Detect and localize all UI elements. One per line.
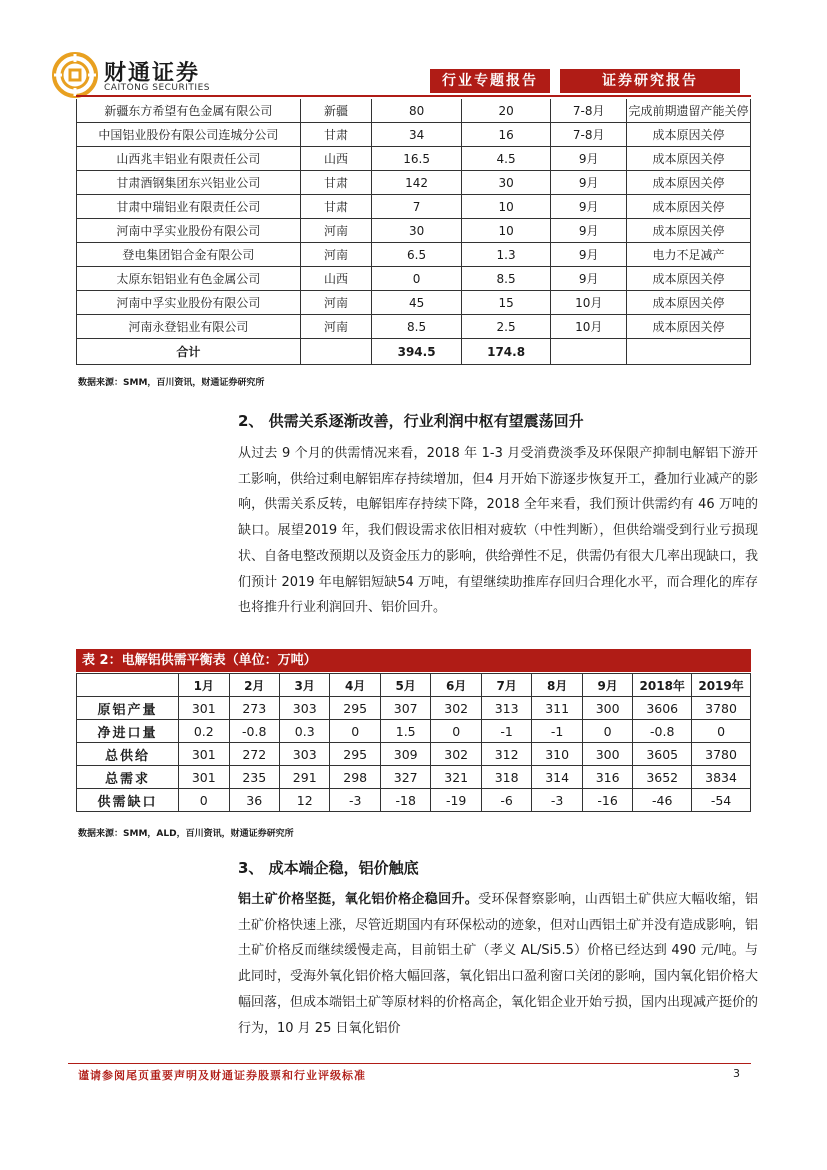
table-row: [77, 766, 751, 789]
table-cell: 新疆东方希望有色金属有限公司: [77, 99, 301, 123]
row-header: 总供给: [77, 743, 179, 766]
table-cell: 3606: [633, 697, 692, 720]
table-cell: 成本原因关停: [627, 219, 751, 243]
table-cell: 1.5: [380, 720, 430, 743]
section3-lead: 铝土矿价格坚挺，氧化铝价格企稳回升。: [238, 892, 479, 907]
table-cell: 321: [431, 766, 481, 789]
table-row: [77, 219, 751, 243]
caitong-logo-icon: [52, 52, 98, 98]
table-cell: 甘肃: [300, 195, 372, 219]
table-cell: 河南中孚实业股份有限公司: [77, 219, 301, 243]
footer-divider: [68, 1063, 751, 1064]
table-cell: 303: [279, 743, 329, 766]
column-header: 5月: [380, 674, 430, 697]
table-cell: 8.5: [372, 315, 462, 339]
table-cell: 15: [461, 291, 551, 315]
table-cell: 河南永登铝业有限公司: [77, 315, 301, 339]
table-row: [77, 789, 751, 812]
table-row: [77, 743, 751, 766]
brand-name-en: CAITONG SECURITIES: [104, 83, 210, 93]
report-category-tab: 证券研究报告: [560, 69, 740, 93]
table-cell: -18: [380, 789, 430, 812]
table-cell: 313: [481, 697, 531, 720]
table-cell: -1: [481, 720, 531, 743]
section2-paragraph: 从过去 9 个月的供需情况来看，2018 年 1-3 月受消费淡季及环保限产抑制电解铝下游开工影响，供给过剩电解铝库存持续增加，但4 月开始下游逐步恢复开工，叠加行业减产的影响，供需关系反转，电解铝库存持续下降，2018 全年来看，我们预计供需约有 46 万吨的缺口。展望2019 年，我们假设需求依旧相对疲软（中性判断），但供给端受到行业亏损现状、自备电整改预期以及资金压力的影响，供给弹性不足，供需仍有很大几率出现缺口，我们预计 2019 年电解铝短缺54 万吨，有望继续助推库存回归合理化水平，而合理化的库存也将推升行业利润回升、铝价回升。: [238, 446, 759, 616]
table-cell: -16: [582, 789, 632, 812]
column-header: [77, 674, 179, 697]
table-cell: 河南: [300, 243, 372, 267]
section3-heading: 3、 成本端企稳，铝价触底: [238, 859, 419, 877]
table-cell: 6.5: [372, 243, 462, 267]
column-header: 2月: [229, 674, 279, 697]
table-cell: 0: [330, 720, 380, 743]
row-header: 总需求: [77, 766, 179, 789]
table-cell: 310: [532, 743, 582, 766]
table2-source: 数据来源：SMM，ALD，百川资讯，财通证券研究所: [78, 829, 294, 839]
table-cell: 273: [229, 697, 279, 720]
table-cell: 3834: [692, 766, 751, 789]
table-cell: 80: [372, 99, 462, 123]
table-row: [77, 195, 751, 219]
table-row: [77, 147, 751, 171]
table-cell: 甘肃: [300, 171, 372, 195]
capacity-cut-table: [76, 99, 751, 365]
table-cell: 0: [179, 789, 229, 812]
table-cell: 300: [582, 697, 632, 720]
table-cell: 山西: [300, 267, 372, 291]
table-cell: -3: [532, 789, 582, 812]
table-cell: 0.2: [179, 720, 229, 743]
report-type-tab: 行业专题报告: [430, 69, 550, 93]
table-row: [77, 99, 751, 123]
table-cell: -54: [692, 789, 751, 812]
table-cell: 山西兆丰铝业有限责任公司: [77, 147, 301, 171]
disclaimer-note: 谨请参阅尾页重要声明及财通证券股票和行业评级标准: [78, 1069, 366, 1082]
table-cell: 12: [279, 789, 329, 812]
table-cell: 成本原因关停: [627, 315, 751, 339]
table-cell: -0.8: [633, 720, 692, 743]
table-cell: 20: [461, 99, 551, 123]
table-cell: 9月: [551, 267, 627, 291]
table-cell: 太原东铝铝业有色金属公司: [77, 267, 301, 291]
page-number: 3: [733, 1067, 740, 1080]
table-cell: 30: [461, 171, 551, 195]
table-cell: 成本原因关停: [627, 171, 751, 195]
table-cell: [300, 339, 372, 365]
table-cell: 中国铝业股份有限公司连城分公司: [77, 123, 301, 147]
table-total-row: [77, 339, 751, 365]
section3-body: 受环保督察影响，山西铝土矿供应大幅收缩，铝土矿价格快速上涨，尽管近期国内有环保松动的迹象，但对山西铝土矿并没有造成影响，铝土矿价格反而继续缓慢走高，目前铝土矿（孝义 AL/Si5.5）价格已经达到 490 元/吨。与此同时，受海外氧化铝价格大幅回落，氧化铝出口盈利窗口关闭的影响，国内氧化铝价格大幅回落，但成本端铝土矿等原材料的价格高企，氧化铝企业开始亏损，国内出现减产挺价的行为，10 月 25 日氧化铝价: [238, 892, 759, 1036]
table-cell: 成本原因关停: [627, 291, 751, 315]
table-row: [77, 697, 751, 720]
table-cell: 300: [582, 743, 632, 766]
table-cell: 9月: [551, 219, 627, 243]
table-cell: 甘肃中瑞铝业有限责任公司: [77, 195, 301, 219]
table-cell: 9月: [551, 243, 627, 267]
table-cell: 34: [372, 123, 462, 147]
table-cell: 291: [279, 766, 329, 789]
table-cell: 3780: [692, 743, 751, 766]
header-divider: [76, 95, 751, 97]
section2-heading: 2、 供需关系逐渐改善，行业利润中枢有望震荡回升: [238, 412, 584, 430]
table-row: [77, 267, 751, 291]
table-cell: 河南: [300, 219, 372, 243]
table-cell: 7-8月: [551, 123, 627, 147]
table-cell: 16.5: [372, 147, 462, 171]
table-cell: -19: [431, 789, 481, 812]
column-header: 1月: [179, 674, 229, 697]
table-cell: 成本原因关停: [627, 123, 751, 147]
table-cell: 甘肃: [300, 123, 372, 147]
table-cell: 成本原因关停: [627, 195, 751, 219]
table-cell: 10月: [551, 291, 627, 315]
table-cell: 318: [481, 766, 531, 789]
table-cell: 314: [532, 766, 582, 789]
column-header: 2018年: [633, 674, 692, 697]
supply-demand-table: [76, 673, 751, 812]
table-cell: 0: [372, 267, 462, 291]
column-header: 3月: [279, 674, 329, 697]
table-cell: 7-8月: [551, 99, 627, 123]
row-header: 供需缺口: [77, 789, 179, 812]
table-cell: 河南中孚实业股份有限公司: [77, 291, 301, 315]
table-cell: 山西: [300, 147, 372, 171]
table-cell: 311: [532, 697, 582, 720]
table-cell: 174.8: [461, 339, 551, 365]
table-cell: 登电集团铝合金有限公司: [77, 243, 301, 267]
table-row: [77, 720, 751, 743]
table-row: [77, 171, 751, 195]
table-cell: 30: [372, 219, 462, 243]
table-cell: 309: [380, 743, 430, 766]
table-cell: 0: [692, 720, 751, 743]
table-cell: -0.8: [229, 720, 279, 743]
table-cell: 10: [461, 219, 551, 243]
table-cell: 10月: [551, 315, 627, 339]
table-cell: 302: [431, 697, 481, 720]
table-cell: 142: [372, 171, 462, 195]
table-cell: 0.3: [279, 720, 329, 743]
table-cell: 河南: [300, 291, 372, 315]
table-cell: 16: [461, 123, 551, 147]
table-cell: 36: [229, 789, 279, 812]
table-cell: 9月: [551, 147, 627, 171]
table-cell: [551, 339, 627, 365]
table-row: [77, 291, 751, 315]
table-cell: 3605: [633, 743, 692, 766]
table-row: [77, 315, 751, 339]
column-header: 4月: [330, 674, 380, 697]
table-cell: 甘肃酒钢集团东兴铝业公司: [77, 171, 301, 195]
table-cell: [627, 339, 751, 365]
table-cell: 8.5: [461, 267, 551, 291]
table-header-row: [77, 674, 751, 697]
table-cell: 4.5: [461, 147, 551, 171]
table-cell: 3780: [692, 697, 751, 720]
table-cell: 303: [279, 697, 329, 720]
section3-paragraph: [238, 887, 758, 1041]
column-header: 9月: [582, 674, 632, 697]
table-cell: 成本原因关停: [627, 147, 751, 171]
table-cell: 成本原因关停: [627, 267, 751, 291]
table-cell: 7: [372, 195, 462, 219]
table-cell: 3652: [633, 766, 692, 789]
table-cell: 9月: [551, 195, 627, 219]
column-header: 8月: [532, 674, 582, 697]
table-cell: 合计: [77, 339, 301, 365]
table-cell: 1.3: [461, 243, 551, 267]
table-cell: 301: [179, 697, 229, 720]
table-row: [77, 243, 751, 267]
table-cell: 295: [330, 743, 380, 766]
table-cell: 307: [380, 697, 430, 720]
table-cell: 235: [229, 766, 279, 789]
table-cell: -6: [481, 789, 531, 812]
table-cell: 272: [229, 743, 279, 766]
table-cell: 电力不足减产: [627, 243, 751, 267]
table-cell: 316: [582, 766, 632, 789]
table-cell: 完成前期遗留产能关停: [627, 99, 751, 123]
table-cell: 295: [330, 697, 380, 720]
table-cell: 301: [179, 766, 229, 789]
table-cell: 301: [179, 743, 229, 766]
table-cell: 9月: [551, 171, 627, 195]
table2-title: 表 2：电解铝供需平衡表（单位：万吨）: [76, 649, 751, 672]
table-cell: 0: [582, 720, 632, 743]
brand-name: 财通证券: [104, 61, 201, 86]
table-cell: 新疆: [300, 99, 372, 123]
table-cell: 302: [431, 743, 481, 766]
table-cell: -46: [633, 789, 692, 812]
table-cell: 0: [431, 720, 481, 743]
table-cell: 10: [461, 195, 551, 219]
table-cell: -3: [330, 789, 380, 812]
table-row: [77, 123, 751, 147]
table-cell: -1: [532, 720, 582, 743]
table-cell: 312: [481, 743, 531, 766]
column-header: 6月: [431, 674, 481, 697]
column-header: 7月: [481, 674, 531, 697]
table1-source: 数据来源：SMM，百川资讯，财通证券研究所: [78, 378, 265, 388]
column-header: 2019年: [692, 674, 751, 697]
table-cell: 河南: [300, 315, 372, 339]
table-cell: 298: [330, 766, 380, 789]
table-cell: 2.5: [461, 315, 551, 339]
row-header: 净进口量: [77, 720, 179, 743]
table-cell: 327: [380, 766, 430, 789]
table-cell: 45: [372, 291, 462, 315]
row-header: 原铝产量: [77, 697, 179, 720]
table-cell: 394.5: [372, 339, 462, 365]
